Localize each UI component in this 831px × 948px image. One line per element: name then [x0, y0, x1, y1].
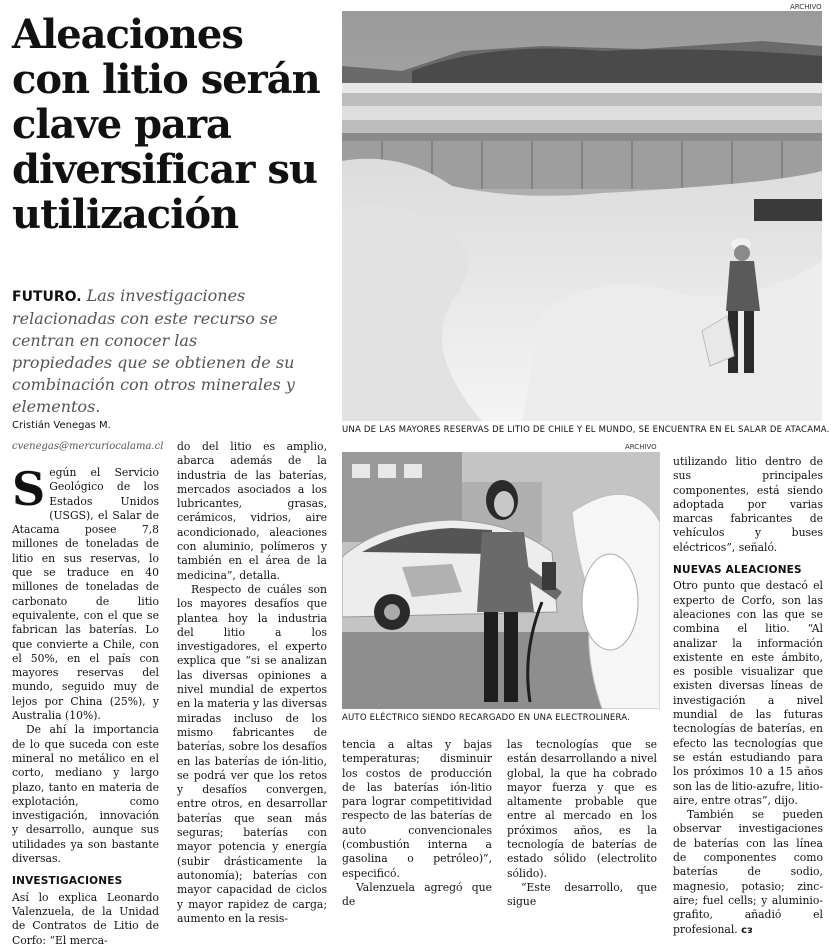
- paragraph: También se pueden observar investigaciones de baterías con las línea de componentes como baterías de sodio, magnesio, potasio; zinc-aire; fuel cells; y aluminio-grafito, añadió el profesional. ᴄᴈ: [673, 808, 823, 936]
- paragraph: Valenzuela agregó que de: [342, 880, 492, 909]
- photo1-caption: UNA DE LAS MAYORES RESERVAS DE LITIO DE CHILE Y EL MUNDO, SE ENCUENTRA EN EL SALAR DE ATACAMA.: [342, 425, 830, 435]
- photo-electric-car: [342, 452, 660, 709]
- paragraph: “Este desarrollo, que sigue: [507, 880, 657, 909]
- drop-cap: S: [12, 462, 46, 516]
- section-heading-nuevas-aleaciones: NUEVAS ALEACIONES: [673, 564, 802, 577]
- paragraph: De ahí la importancia de lo que suceda con este mineral no metálico en el corto, mediano y largo plazo, tanto en materia de explotación, como investigación, innovación y desarrollo, aunque sus utilidades ya son bastante diversas.: [12, 723, 159, 866]
- electric-car-photo-illustration: [342, 452, 660, 709]
- paragraph: Según el Servicio Geológico de los Estados Unidos (USGS), el Salar de Atacama posee 7,8 millones de toneladas de litio en sus reservas, lo que se traduce en 40 millones de toneladas de carbonato de litio equivalente, con el que se fabrican las baterías. Lo que convierte a Chile, con el 50%, en el país con mayores reservas del mundo, seguido muy de lejos por China (25%), y Australia (10%).: [12, 462, 159, 723]
- lead-paragraph: [12, 285, 302, 418]
- photo2-caption: AUTO ELÉCTRICO SIENDO RECARGADO EN UNA ELECTROLINERA.: [342, 713, 631, 723]
- paragraph: Respecto de cuáles son los mayores desafíos que plantea hoy la industria del litio a los investigadores, el experto explica que “si se analizan las diversas opiniones a nivel mundial de expertos en la materia y las diversas miradas incluso de los mismo fabricantes de baterías, sobre los desafíos en las baterías de ión-litio, se podrá ver que los retos y desafíos convergen, entre otros, en desarrollar baterías que sean más seguras; baterías con mayor potencia y energía (subir drásticamente la autonomía); baterías con mayor capacidad de ciclos y mayor rapidez de carga; aumento en la resis-: [177, 582, 327, 925]
- paragraph: utilizando litio dentro de sus principales componentes, está siendo adoptada por varias marcas fabricantes de vehículos y buses eléctricos”, señaló.: [673, 455, 823, 554]
- headline: Aleaciones con litio serán clave para diversificar su utilización: [12, 11, 320, 238]
- paragraph: tencia a altas y bajas temperaturas; disminuir los costos de producción de las baterías ión-litio para lograr competitividad respecto de las baterías de auto convencionales (combustión interna a gasolina o petróleo)”, especificó.: [342, 738, 492, 880]
- article-column-2: [177, 440, 327, 926]
- article-column-4: [507, 738, 657, 910]
- lead-text: Las investigaciones relacionadas con este recurso se centran en conocer las propiedades que se obtienen de su combinación con otros minerales y elementos.: [12, 286, 295, 416]
- salar-photo-illustration: [342, 11, 822, 421]
- photo2-credit: ARCHIVO: [625, 443, 657, 451]
- photo1-credit: ARCHIVO: [790, 3, 822, 11]
- photo-salar-atacama: [342, 11, 822, 421]
- paragraph: las tecnologías que se están desarrollando a nivel global, la que ha cobrado mayor fuerza y que es altamente probable que entre al mercado en los próximos años, es la tecnología de baterías de estado sólido (electrolito sólido).: [507, 738, 657, 880]
- article-column-5: [673, 455, 823, 938]
- lead-kicker: FUTURO.: [12, 289, 82, 305]
- byline-author: Cristián Venegas M.: [12, 420, 111, 431]
- paragraph: Así lo explica Leonardo Valenzuela, de la Unidad de Contratos de Litio de Corfo: “El merca-: [12, 890, 159, 947]
- byline-email: cvenegas@mercuriocalama.cl: [12, 441, 164, 452]
- end-mark-icon: ᴄᴈ: [741, 924, 753, 936]
- paragraph: Otro punto que destacó el experto de Corfo, son las aleaciones con las que se combina el litio. “Al analizar la información existente en este ámbito, es posible visualizar que existen diversas líneas de investigación a nivel mundial de las futuras tecnologías de baterías, en efecto las tecnologías que se están estudiando para los próximos 10 a 15 años son las de litio-azufre, litio-aire, entre otras”, dijo.: [673, 579, 823, 807]
- paragraph: do del litio es amplio, abarca además de la industria de las baterías, mercados asociados a los lubricantes, grasas, cerámicos, vidrios, aire acondicionado, aleaciones con aluminio, polímeros y también en el área de la medicina”, detalla.: [177, 440, 327, 582]
- article-column-3: [342, 738, 492, 910]
- section-heading-investigaciones: INVESTIGACIONES: [12, 875, 123, 888]
- article-column-1: [12, 462, 159, 948]
